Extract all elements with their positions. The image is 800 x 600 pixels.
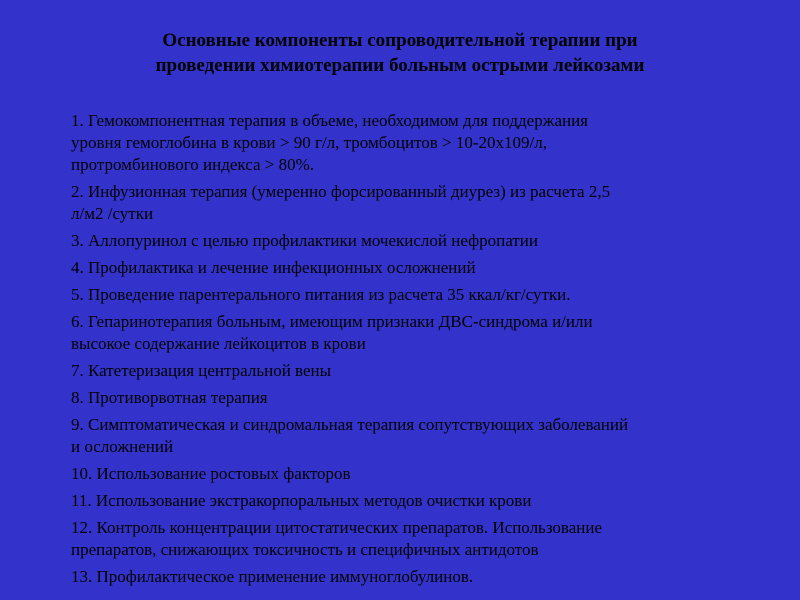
list-item-7 bbox=[71, 360, 736, 382]
slide-title-line-1: Основные компоненты сопроводительной терапии при bbox=[162, 30, 638, 51]
list-item-2 bbox=[71, 181, 736, 225]
list-item-6 bbox=[71, 311, 736, 355]
list-item-line: 9. Симптоматическая и синдромальная терапия сопутствующих заболеваний bbox=[71, 415, 629, 434]
list-item-line: 1. Гемокомпонентная терапия в объеме, необходимом для поддержания bbox=[71, 111, 589, 130]
therapy-list bbox=[71, 110, 736, 593]
list-item-line: 4. Профилактика и лечение инфекционных осложнений bbox=[71, 258, 476, 277]
list-item-line: 12. Контроль концентрации цитостатических препаратов. Использование bbox=[71, 518, 603, 537]
list-item-line: 10. Использование ростовых факторов bbox=[71, 464, 351, 483]
list-item-10 bbox=[71, 463, 736, 485]
list-item-line: протромбинового индекса > 80%. bbox=[71, 155, 315, 174]
slide-title bbox=[0, 28, 800, 78]
list-item-11 bbox=[71, 490, 736, 512]
list-item-line: л/м2 /сутки bbox=[71, 204, 154, 223]
list-item-5 bbox=[71, 284, 736, 306]
list-item-3 bbox=[71, 230, 736, 252]
list-item-line: уровня гемоглобина в крови > 90 г/л, тромбоцитов > 10-20х109/л, bbox=[71, 133, 548, 152]
list-item-8 bbox=[71, 387, 736, 409]
list-item-line: 3. Аллопуринол с целью профилактики мочекислой нефропатии bbox=[71, 231, 538, 250]
list-item-line: высокое содержание лейкоцитов в крови bbox=[71, 334, 366, 353]
list-item-4 bbox=[71, 257, 736, 279]
list-item-line: препаратов, снижающих токсичность и специфичных антидотов bbox=[71, 540, 539, 559]
list-item-line: 11. Использование экстракорпоральных методов очистки крови bbox=[71, 491, 532, 510]
list-item-line: 5. Проведение парентерального питания из расчета 35 ккал/кг/сутки. bbox=[71, 285, 571, 304]
list-item-line: 2. Инфузионная терапия (умеренно форсированный диурез) из расчета 2,5 bbox=[71, 182, 611, 201]
list-item-1 bbox=[71, 110, 736, 176]
list-item-line: 6. Гепаринотерапия больным, имеющим признаки ДВС-синдрома и/или bbox=[71, 312, 593, 331]
list-item-line: 8. Противорвотная терапия bbox=[71, 388, 268, 407]
list-item-line: 7. Катетеризация центральной вены bbox=[71, 361, 332, 380]
slide-title-line-2: проведении химиотерапии больным острыми лейкозами bbox=[155, 55, 645, 76]
list-item-13 bbox=[71, 566, 736, 588]
list-item-line: 13. Профилактическое применение иммуноглобулинов. bbox=[71, 567, 474, 586]
list-item-9 bbox=[71, 414, 736, 458]
list-item-12 bbox=[71, 517, 736, 561]
list-item-line: и осложнений bbox=[71, 437, 174, 456]
